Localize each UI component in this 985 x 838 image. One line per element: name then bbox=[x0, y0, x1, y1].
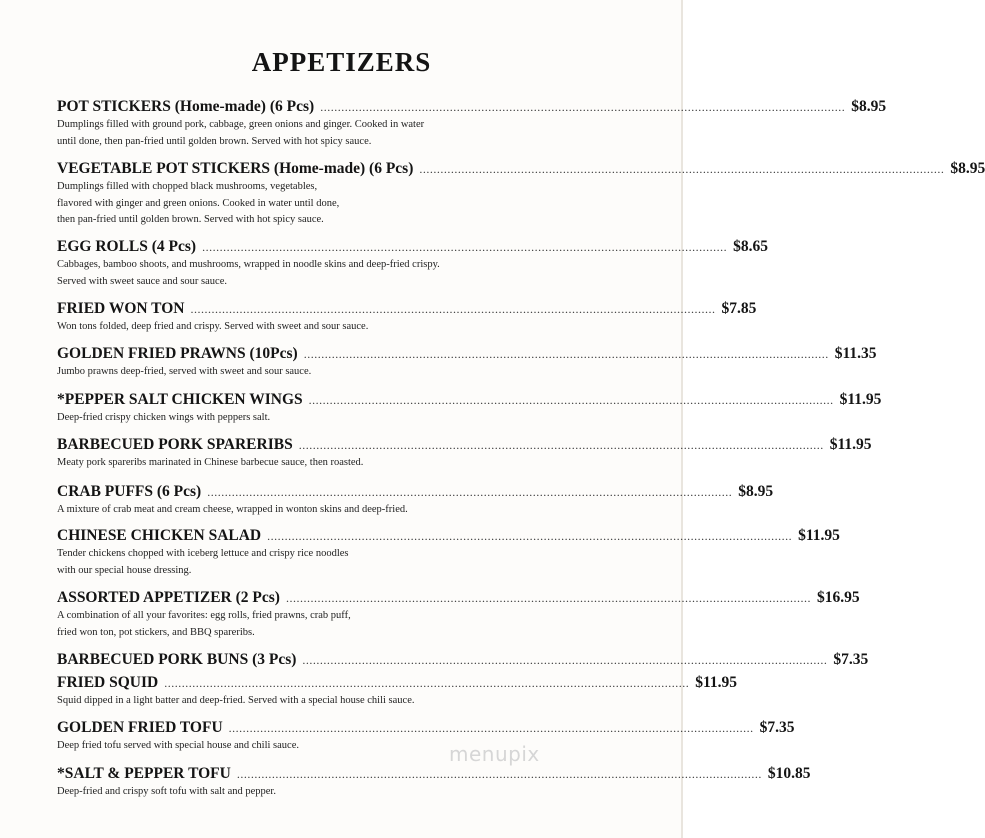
dot-leader: ...................................................................................................................................................... bbox=[207, 485, 733, 499]
menu-item-header bbox=[57, 719, 795, 737]
menu-item-description-line: Squid dipped in a light batter and deep-fried. Served with a special house chili sauce. bbox=[57, 695, 415, 706]
menu-item-description-line: Deep-fried and crispy soft tofu with salt and pepper. bbox=[57, 786, 276, 797]
dot-leader: ...................................................................................................................................................... bbox=[303, 347, 829, 361]
menupix-watermark: menupix bbox=[449, 742, 540, 766]
menu-item-description-line: Dumplings filled with chopped black mushrooms, vegetables, bbox=[57, 181, 318, 192]
menu-item-description-line: Tender chickens chopped with iceberg lettuce and crispy rice noodles bbox=[57, 548, 349, 559]
dot-leader: ...................................................................................................................................................... bbox=[267, 529, 793, 543]
menu-item bbox=[57, 98, 887, 149]
menu-item-header bbox=[57, 238, 768, 256]
menu-item-header bbox=[57, 391, 882, 409]
menu-item-header bbox=[57, 674, 737, 692]
menu-item-name: BARBECUED PORK BUNS (3 Pcs) bbox=[57, 651, 297, 668]
menu-section-title: APPETIZERS bbox=[251, 47, 432, 77]
menu-item-header bbox=[57, 300, 757, 318]
menu-item-name: VEGETABLE POT STICKERS (Home-made) (6 Pcs) bbox=[57, 160, 414, 177]
menu-item bbox=[57, 391, 882, 426]
dot-leader: ...................................................................................................................................................... bbox=[285, 591, 811, 605]
menu-item bbox=[57, 651, 869, 669]
menu-item bbox=[57, 300, 757, 335]
menu-item bbox=[57, 674, 737, 709]
dot-leader: ...................................................................................................................................................... bbox=[228, 721, 754, 735]
menu-item-price: $8.95 bbox=[950, 160, 985, 177]
menu-item-header bbox=[57, 160, 985, 178]
menu-item-name: CRAB PUFFS (6 Pcs) bbox=[57, 483, 202, 500]
menu-item-name: GOLDEN FRIED PRAWNS (10Pcs) bbox=[57, 345, 298, 362]
menu-item-price: $11.35 bbox=[834, 345, 877, 362]
menu-item-name: *SALT & PEPPER TOFU bbox=[57, 765, 231, 782]
dot-leader: ...................................................................................................................................................... bbox=[298, 438, 824, 452]
menu-item-name: GOLDEN FRIED TOFU bbox=[57, 719, 223, 736]
menu-item-name: FRIED SQUID bbox=[57, 674, 159, 691]
menu-item-description-line: Served with sweet sauce and sour sauce. bbox=[57, 275, 227, 287]
menu-item-price: $11.95 bbox=[829, 436, 872, 453]
menu-item-price: $8.95 bbox=[851, 98, 887, 115]
menu-item-description-line: Deep-fried crispy chicken wings with peppers salt. bbox=[57, 412, 271, 423]
menu-item-name: EGG ROLLS (4 Pcs) bbox=[57, 238, 197, 255]
menu-item-description-line: Cabbages, bamboo shoots, and mushrooms, wrapped in noodle skins and deep-fried crispy. bbox=[57, 259, 440, 270]
menu-item bbox=[57, 589, 860, 640]
menu-item-header bbox=[57, 98, 887, 116]
menu-item-name: BARBECUED PORK SPARERIBS bbox=[57, 436, 293, 453]
menu-item-price: $11.95 bbox=[839, 391, 882, 408]
menu-item-header bbox=[57, 527, 840, 545]
menu-item-price: $8.95 bbox=[738, 483, 774, 500]
menu-item-price: $7.35 bbox=[833, 651, 869, 668]
menu-item bbox=[57, 160, 985, 228]
menu-item-description-line: Won tons folded, deep fried and crispy. Served with sweet and sour sauce. bbox=[57, 321, 369, 332]
dot-leader: ...................................................................................................................................................... bbox=[320, 100, 846, 114]
menu-item-description-line: Dumplings filled with ground pork, cabbage, green onions and ginger. Cooked in water bbox=[57, 119, 425, 130]
menu-item-header bbox=[57, 589, 860, 607]
menu-item bbox=[57, 436, 872, 471]
menu-item-header bbox=[57, 436, 872, 454]
menu-item-price: $16.95 bbox=[816, 589, 860, 606]
dot-leader: ...................................................................................................................................................... bbox=[202, 240, 728, 254]
menu-item-description-line: then pan-fried until golden brown. Served with hot spicy sauce. bbox=[57, 214, 324, 225]
menu-item-description-line: A mixture of crab meat and cream cheese, wrapped in wonton skins and deep-fried. bbox=[57, 504, 408, 515]
menu-item-price: $11.95 bbox=[798, 527, 840, 544]
menu-item-name: ASSORTED APPETIZER (2 Pcs) bbox=[57, 589, 280, 606]
menu-item-name: CHINESE CHICKEN SALAD bbox=[57, 527, 262, 544]
dot-leader: ...................................................................................................................................................... bbox=[236, 767, 762, 781]
menu-item-price: $10.85 bbox=[767, 765, 811, 782]
menu-item-header bbox=[57, 345, 877, 363]
menu-item-description-line: until done, then pan-fried until golden brown. Served with hot spicy sauce. bbox=[57, 135, 372, 147]
menu-item bbox=[57, 238, 768, 289]
menu-item-name: FRIED WON TON bbox=[57, 300, 185, 317]
menu-item bbox=[57, 527, 840, 578]
dot-leader: ...................................................................................................................................................... bbox=[190, 302, 716, 316]
menu-item-description-line: Meaty pork spareribs marinated in Chinese barbecue sauce, then roasted. bbox=[57, 457, 364, 468]
menu-item-price: $7.35 bbox=[759, 719, 795, 736]
menu-item-header bbox=[57, 765, 811, 783]
menu-item-description-line: Jumbo prawns deep-fried, served with sweet and sour sauce. bbox=[57, 366, 312, 377]
menu-item-header bbox=[57, 483, 774, 501]
menu-item-header bbox=[57, 651, 869, 669]
menu-item-description-line: Deep fried tofu served with special house and chili sauce. bbox=[57, 740, 299, 751]
menu-item-price: $8.65 bbox=[733, 238, 768, 255]
dot-leader: ...................................................................................................................................................... bbox=[308, 393, 834, 407]
menu-item-description-line: fried won ton, pot stickers, and BBQ spareribs. bbox=[57, 626, 255, 638]
menu-item-name: POT STICKERS (Home-made) (6 Pcs) bbox=[57, 98, 315, 115]
menu-item-price: $11.95 bbox=[695, 674, 737, 691]
menu-item-name: *PEPPER SALT CHICKEN WINGS bbox=[57, 391, 303, 408]
dot-leader: ...................................................................................................................................................... bbox=[419, 162, 945, 176]
dot-leader: ...................................................................................................................................................... bbox=[164, 676, 690, 690]
dot-leader: ...................................................................................................................................................... bbox=[302, 653, 828, 667]
menu-item bbox=[57, 765, 811, 800]
menu-item bbox=[57, 719, 795, 754]
menu-item-price: $7.85 bbox=[721, 300, 757, 317]
menu-item-description-line: flavored with ginger and green onions. Cooked in water until done, bbox=[57, 197, 340, 209]
menu-item bbox=[57, 345, 877, 380]
menu-item-description-line: A combination of all your favorites: egg rolls, fried prawns, crab puff, bbox=[57, 610, 351, 621]
menu-item bbox=[57, 483, 774, 518]
menu-item-description-line: with our special house dressing. bbox=[57, 564, 192, 576]
